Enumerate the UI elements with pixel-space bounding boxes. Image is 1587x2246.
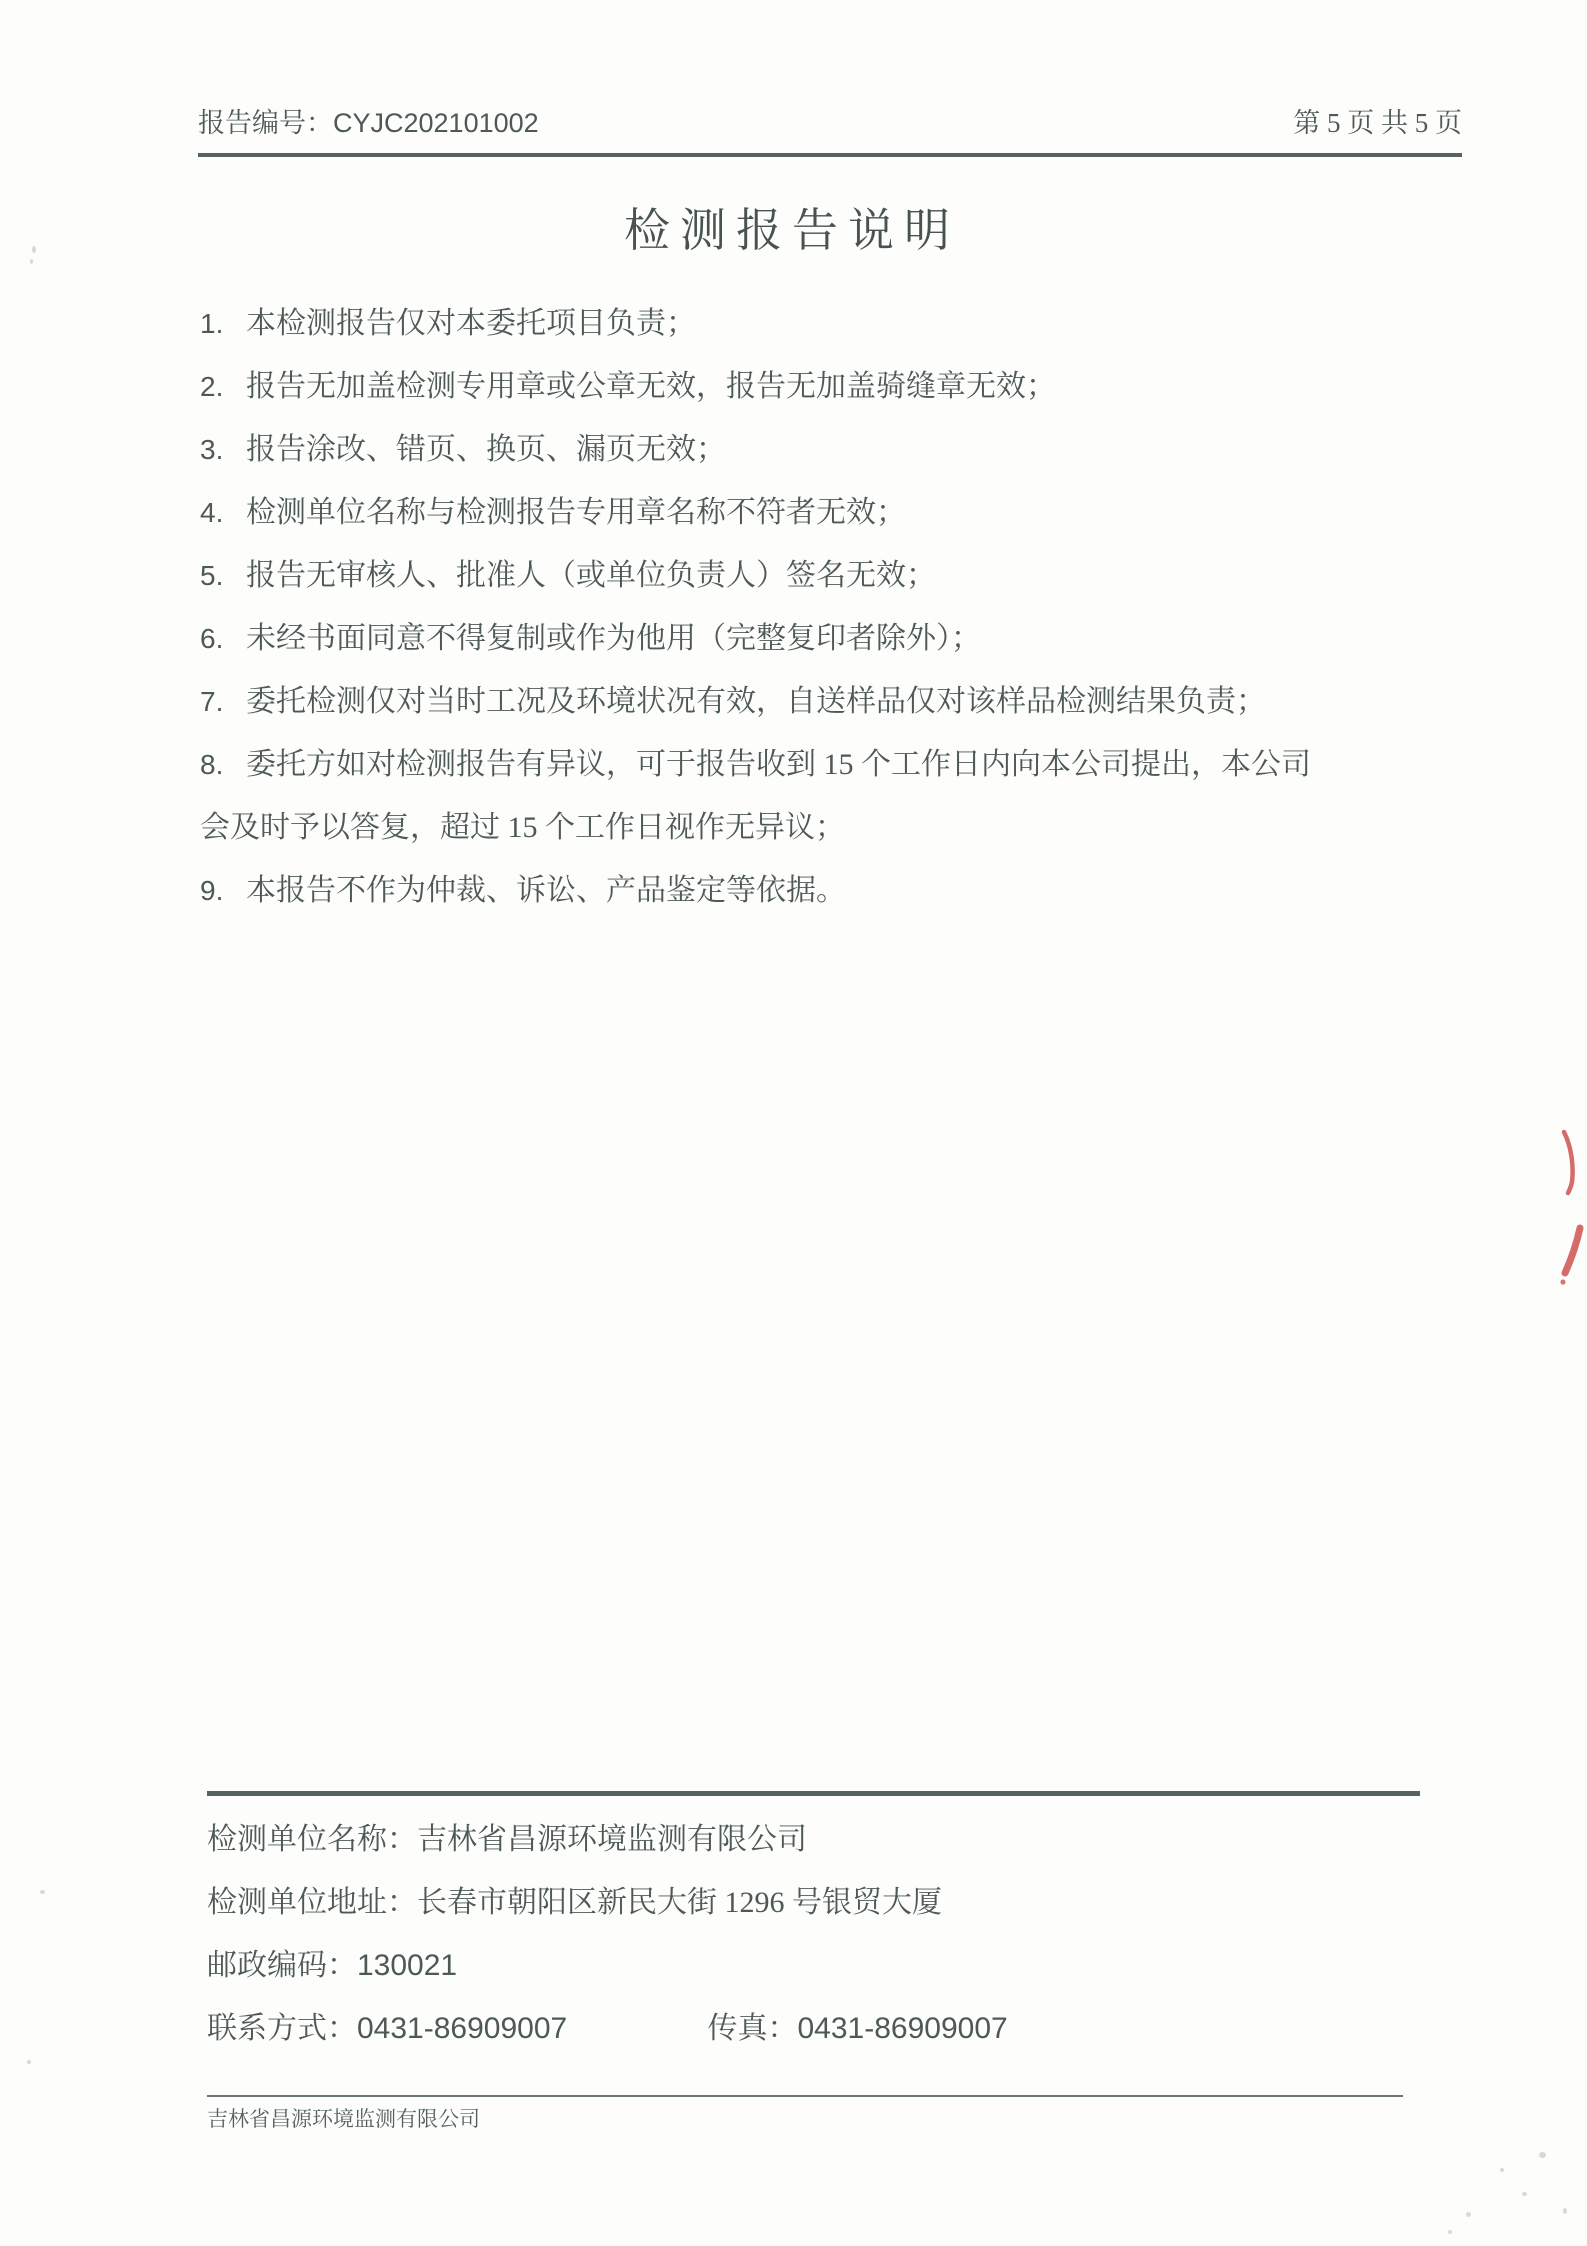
note-line <box>200 292 1408 355</box>
note-line <box>200 355 1408 418</box>
note-text: 本检测报告仅对本委托项目负责； <box>246 307 696 340</box>
note-text: 委托方如对检测报告有异议，可于报告收到 15 个工作日内向本公司提出，本公司 <box>246 748 1311 781</box>
note-number: 3. <box>200 434 224 465</box>
fax-label: 传真： <box>707 2012 798 2045</box>
postal-label: 邮政编码： <box>207 1949 357 1982</box>
note-line <box>200 607 1408 670</box>
contact-row <box>207 1997 1447 2060</box>
note-number: 1. <box>200 308 224 339</box>
report-number-label: 报告编号： <box>198 108 333 138</box>
bottom-rule <box>207 2095 1403 2097</box>
contact-label: 联系方式： <box>207 2012 357 2045</box>
note-text: 报告无加盖检测专用章或公章无效，报告无加盖骑缝章无效； <box>246 370 1056 403</box>
red-ink-mark <box>1540 1110 1587 1310</box>
report-number <box>198 106 539 140</box>
note-number: 9. <box>200 875 224 906</box>
scan-speck <box>40 1890 45 1894</box>
note-item <box>200 481 1408 544</box>
footer-company-name: 吉林省昌源环境监测有限公司 <box>207 2107 480 2131</box>
scan-speck <box>32 246 36 253</box>
report-number-value: CYJC202101002 <box>333 108 539 138</box>
fax-value: 0431-86909007 <box>797 2012 1008 2045</box>
address-value: 长春市朝阳区新民大街 1296 号银贸大厦 <box>417 1886 942 1919</box>
page-indicator: 第 5 页 共 5 页 <box>1293 108 1462 138</box>
scan-speck <box>30 259 33 264</box>
address-row <box>207 1871 1447 1934</box>
note-line <box>200 859 1408 922</box>
org-name-row <box>207 1808 1447 1871</box>
page-title: 检测报告说明 <box>624 205 960 256</box>
postal-row <box>207 1934 1447 1997</box>
footer-info <box>207 1808 1447 2060</box>
note-line <box>200 796 1408 859</box>
note-text: 会及时予以答复，超过 15 个工作日视作无异议； <box>200 811 845 844</box>
note-line <box>200 670 1408 733</box>
footer-separator-rule <box>207 1791 1420 1796</box>
contact-cell <box>207 1997 700 2060</box>
notes-list <box>200 292 1408 922</box>
note-text: 检测单位名称与检测报告专用章名称不符者无效； <box>246 496 906 529</box>
note-text: 报告涂改、错页、换页、漏页无效； <box>246 433 726 466</box>
note-item <box>200 355 1408 418</box>
org-name-value: 吉林省昌源环境监测有限公司 <box>417 1823 807 1856</box>
note-item <box>200 544 1408 607</box>
note-text: 委托检测仅对当时工况及环境状况有效，自送样品仅对该样品检测结果负责； <box>246 685 1266 718</box>
note-number: 5. <box>200 560 224 591</box>
fax-cell <box>708 2012 1008 2045</box>
note-text: 未经书面同意不得复制或作为他用（完整复印者除外）； <box>246 622 981 655</box>
note-line <box>200 733 1408 796</box>
page-header <box>198 106 1462 157</box>
note-number: 4. <box>200 497 224 528</box>
note-line <box>200 418 1408 481</box>
note-number: 2. <box>200 371 224 402</box>
note-text: 报告无审核人、批准人（或单位负责人）签名无效； <box>246 559 936 592</box>
scan-speck <box>1448 2230 1452 2234</box>
note-text: 本报告不作为仲裁、诉讼、产品鉴定等依据。 <box>246 874 846 907</box>
scan-speck <box>1500 2168 1504 2172</box>
note-number: 7. <box>200 686 224 717</box>
scan-speck <box>1539 2152 1546 2158</box>
address-label: 检测单位地址： <box>207 1886 417 1919</box>
postal-value: 130021 <box>357 1949 458 1982</box>
note-number: 8. <box>200 749 224 780</box>
note-item <box>200 859 1408 922</box>
note-line <box>200 481 1408 544</box>
scan-speck <box>27 2060 31 2064</box>
note-item <box>200 670 1408 733</box>
note-item <box>200 418 1408 481</box>
scan-speck <box>1563 2208 1567 2214</box>
note-line <box>200 544 1408 607</box>
note-item <box>200 733 1408 859</box>
note-item <box>200 607 1408 670</box>
scan-speck <box>1466 2212 1471 2217</box>
note-item <box>200 292 1408 355</box>
scan-speck <box>1522 2192 1527 2196</box>
contact-value: 0431-86909007 <box>357 2012 568 2045</box>
note-number: 6. <box>200 623 224 654</box>
org-name-label: 检测单位名称： <box>207 1823 417 1856</box>
